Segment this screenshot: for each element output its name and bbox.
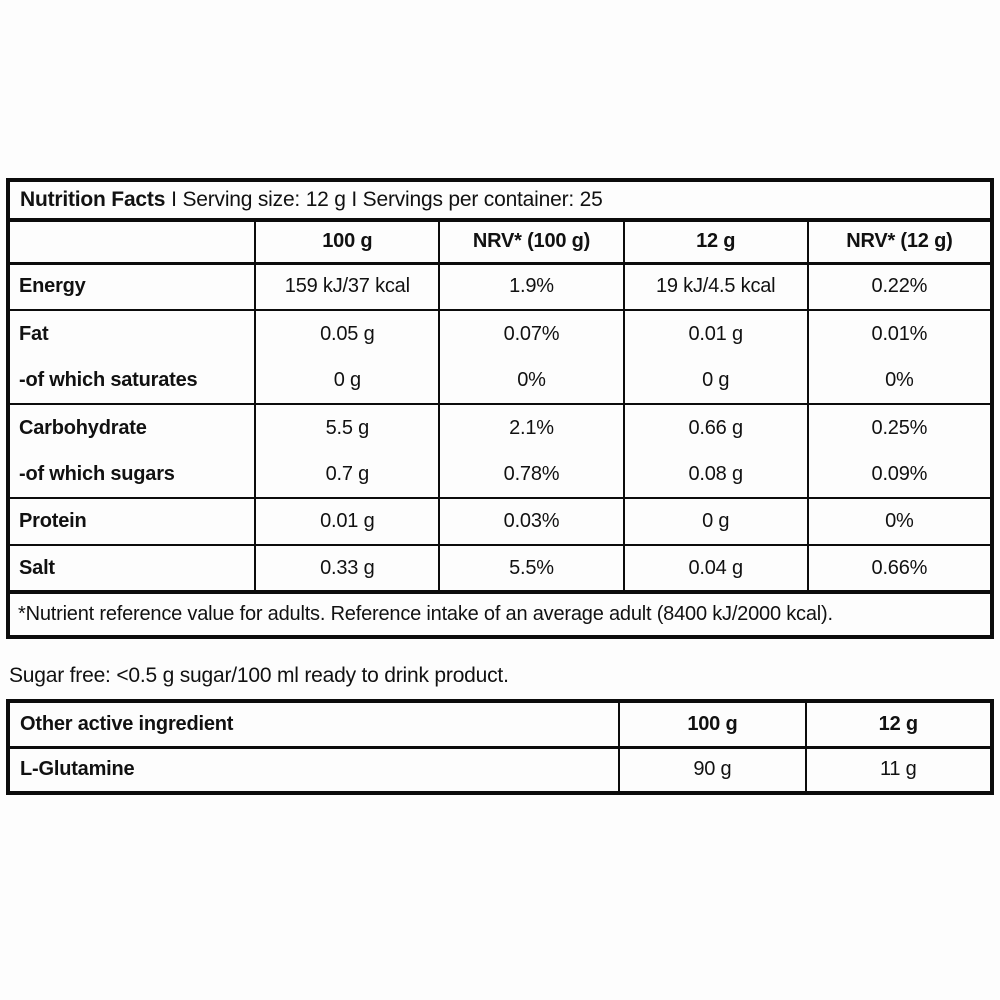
nutrition-facts-header-row (8, 180, 992, 220)
nutrition-facts-table (6, 178, 994, 639)
table-row-sugars (8, 451, 992, 498)
table-row-fat (8, 310, 992, 357)
nutrient-value: 19 kJ/4.5 kcal (624, 263, 808, 310)
nutrient-value: 0 g (624, 357, 808, 404)
nutrient-value: 0.25% (808, 404, 992, 451)
column-header-empty (8, 220, 255, 263)
nutrient-value: 0 g (624, 498, 808, 545)
nrv-footnote: *Nutrient reference value for adults. Reference intake of an average adult (8400 kJ/2000 kcal). (8, 592, 992, 637)
nutrient-value: 0.01 g (255, 498, 439, 545)
table-row-carbohydrate (8, 404, 992, 451)
other-active-ingredient-table (6, 699, 994, 795)
table-row-protein (8, 498, 992, 545)
nutrient-value: 0.78% (439, 451, 623, 498)
ingredient-label: L-Glutamine (8, 747, 619, 793)
nutrient-label: Energy (8, 263, 255, 310)
nutrient-value: 0 g (255, 357, 439, 404)
other-header-row (8, 701, 992, 747)
nutrient-label: -of which saturates (8, 357, 255, 404)
column-header-12g: 12 g (624, 220, 808, 263)
column-header-nrv-100g: NRV* (100 g) (439, 220, 623, 263)
nutrient-value: 5.5% (439, 545, 623, 592)
nutrient-value: 0% (808, 357, 992, 404)
column-header-row (8, 220, 992, 263)
nutrient-label: Fat (8, 310, 255, 357)
nutrient-value: 0.66% (808, 545, 992, 592)
nutrient-value: 0.03% (439, 498, 623, 545)
nutrient-value: 0% (808, 498, 992, 545)
nutrient-value: 1.9% (439, 263, 623, 310)
nutrient-label: Carbohydrate (8, 404, 255, 451)
table-row-saturates (8, 357, 992, 404)
nutrient-value: 159 kJ/37 kcal (255, 263, 439, 310)
nutrient-value: 0% (439, 357, 623, 404)
other-column-header-12g: 12 g (806, 701, 992, 747)
nutrient-value: 0.08 g (624, 451, 808, 498)
other-column-header-100g: 100 g (619, 701, 805, 747)
footnote-row (8, 592, 992, 637)
serving-info: I Serving size: 12 g I Servings per container: 25 (171, 188, 603, 211)
table-row-salt (8, 545, 992, 592)
ingredient-value: 11 g (806, 747, 992, 793)
nutrition-facts-title-cell (8, 180, 992, 220)
nutrient-label: -of which sugars (8, 451, 255, 498)
nutrient-value: 0.66 g (624, 404, 808, 451)
nutrient-value: 5.5 g (255, 404, 439, 451)
nutrient-value: 0.09% (808, 451, 992, 498)
sugar-free-note: Sugar free: <0.5 g sugar/100 ml ready to drink product. (9, 663, 509, 687)
column-header-nrv-12g: NRV* (12 g) (808, 220, 992, 263)
nutrient-label: Protein (8, 498, 255, 545)
nutrition-label (6, 178, 994, 795)
other-column-header-label: Other active ingredient (8, 701, 619, 747)
nutrient-value: 2.1% (439, 404, 623, 451)
nutrient-value: 0.07% (439, 310, 623, 357)
nutrient-value: 0.7 g (255, 451, 439, 498)
nutrient-value: 0.22% (808, 263, 992, 310)
nutrient-value: 0.33 g (255, 545, 439, 592)
nutrient-value: 0.01 g (624, 310, 808, 357)
nutrient-value: 0.05 g (255, 310, 439, 357)
nutrition-facts-title: Nutrition Facts (20, 188, 166, 211)
table-row-energy (8, 263, 992, 310)
nutrient-label: Salt (8, 545, 255, 592)
ingredient-value: 90 g (619, 747, 805, 793)
nutrient-value: 0.04 g (624, 545, 808, 592)
table-row-l-glutamine (8, 747, 992, 793)
column-header-100g: 100 g (255, 220, 439, 263)
nutrient-value: 0.01% (808, 310, 992, 357)
